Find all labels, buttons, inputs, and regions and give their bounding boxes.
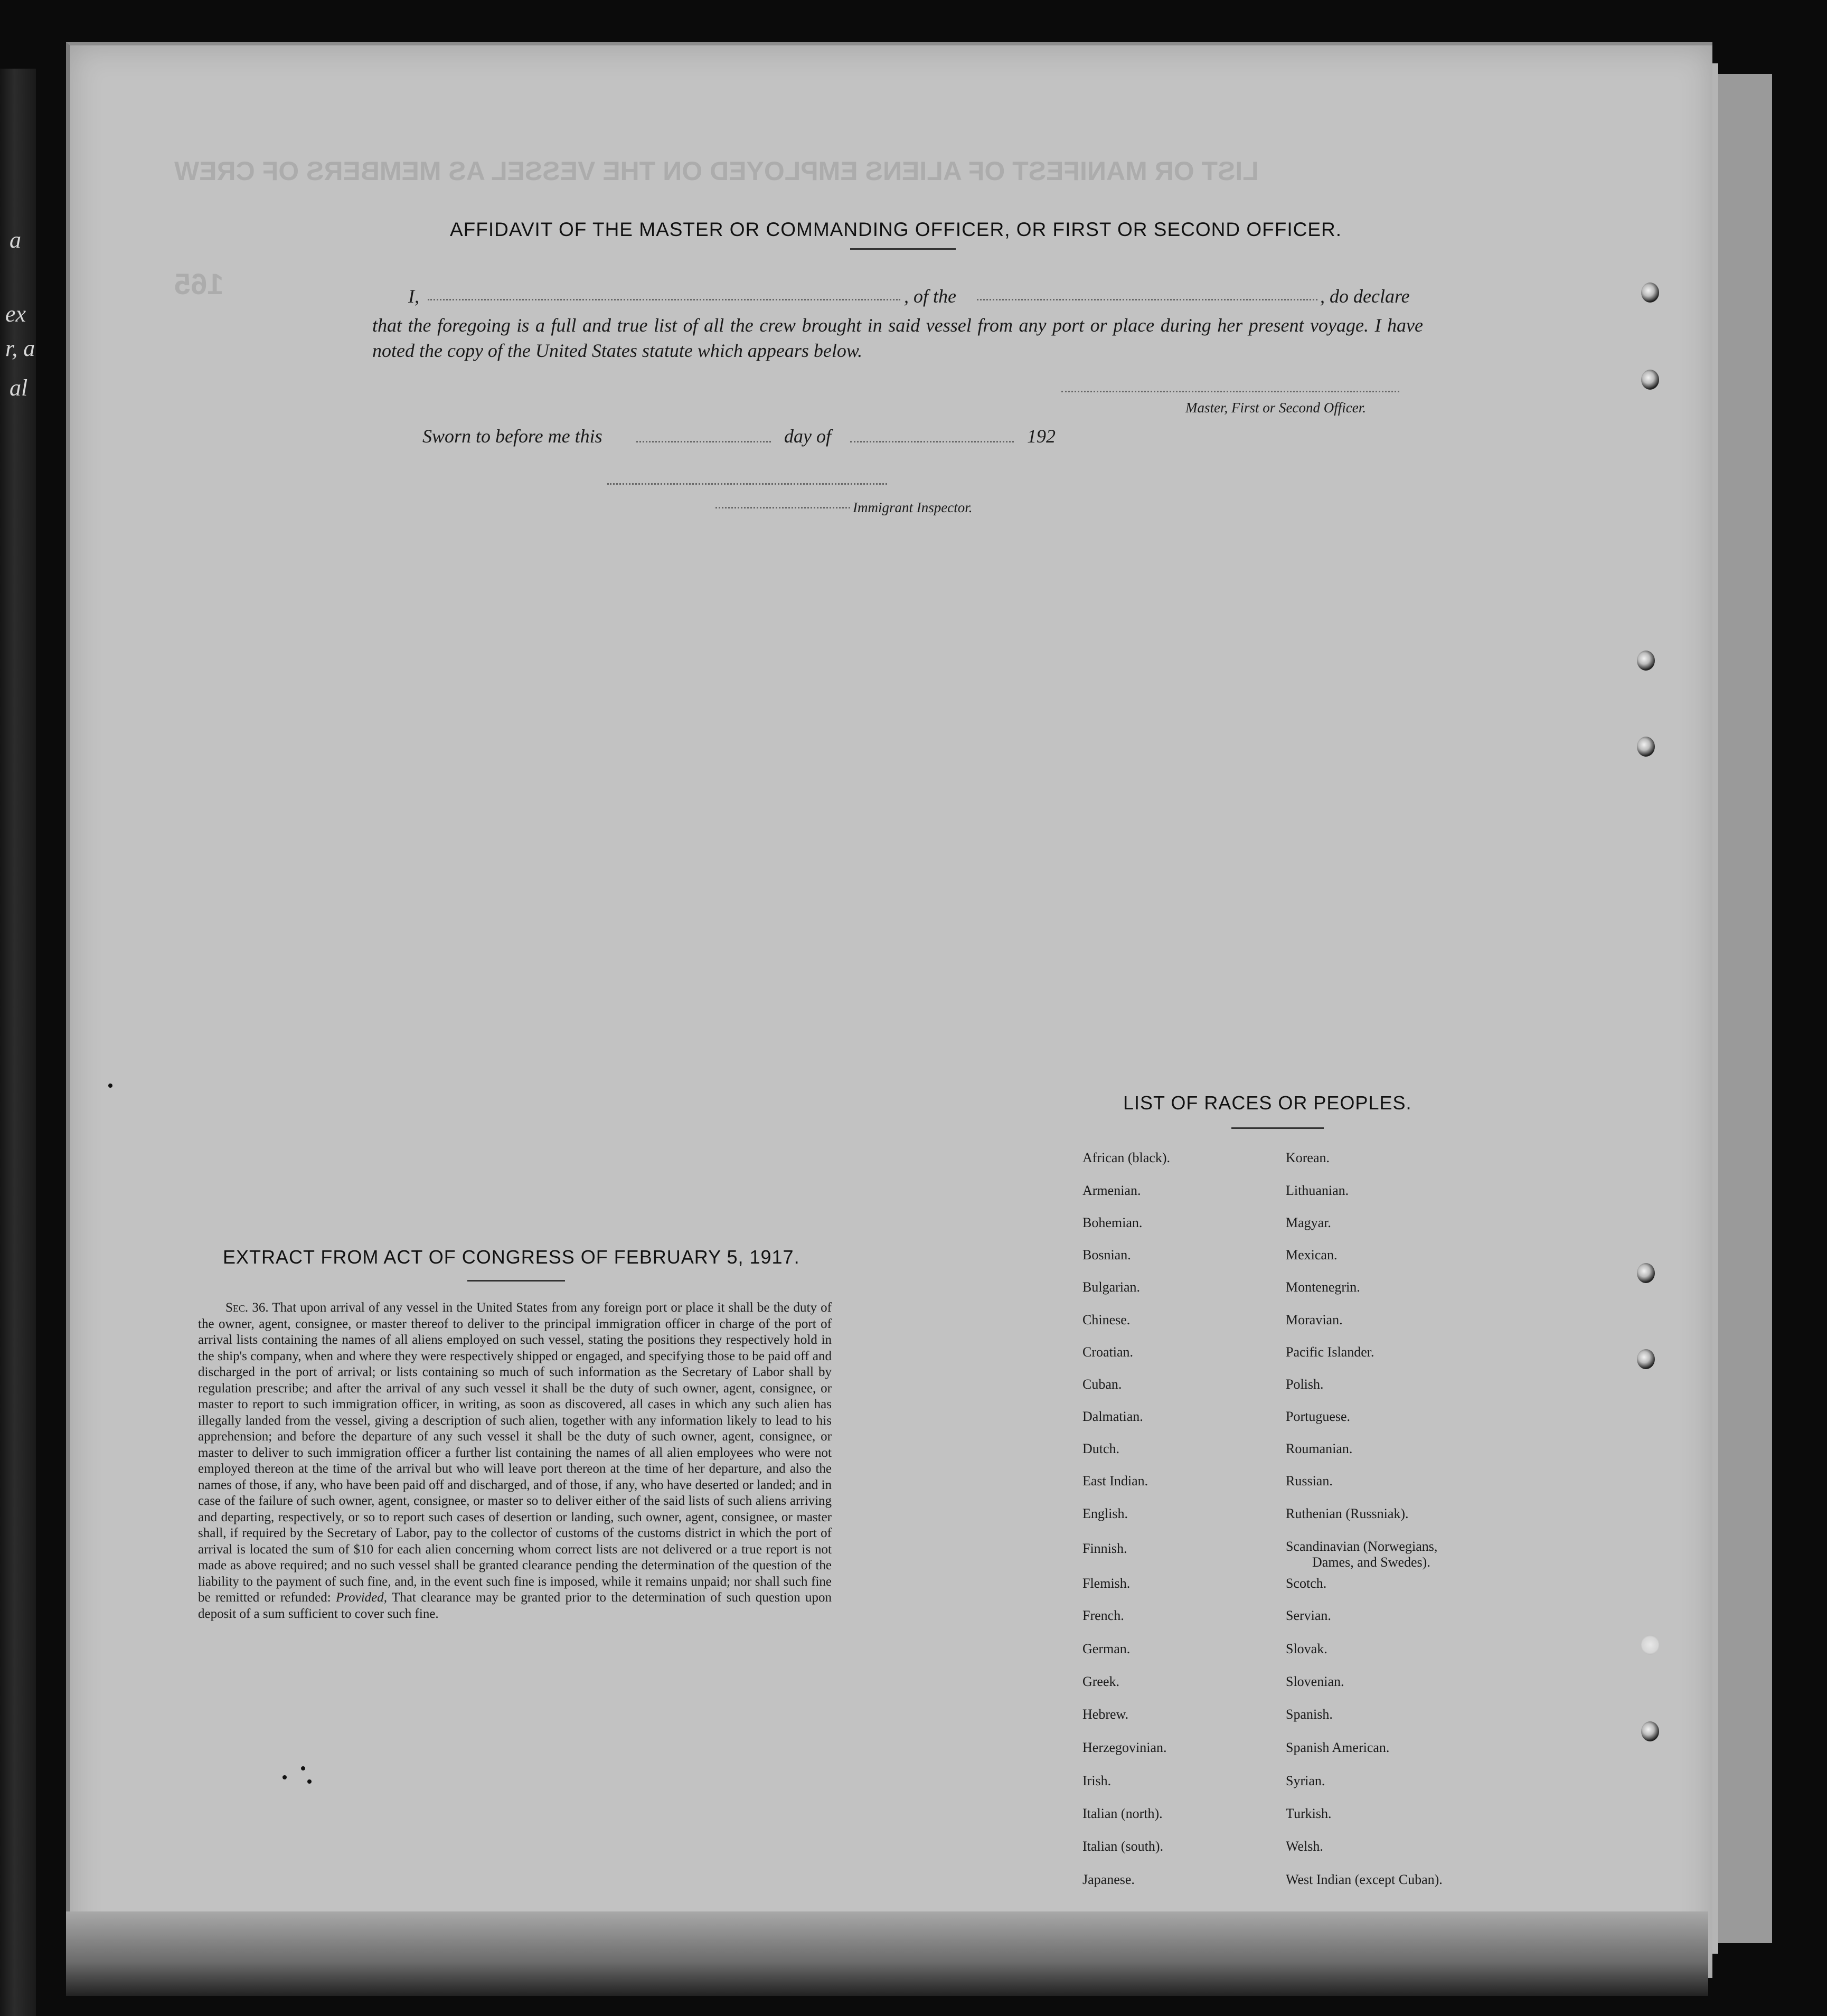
- race-item: Bulgarian.: [1082, 1279, 1141, 1295]
- race-item: Welsh.: [1286, 1839, 1323, 1854]
- edge-fragment: ex: [5, 301, 26, 327]
- race-item: Armenian.: [1082, 1183, 1141, 1198]
- race-item: German.: [1082, 1641, 1131, 1656]
- race-item: Dames, and Swedes).: [1312, 1555, 1430, 1570]
- binder-hole: [1641, 282, 1659, 303]
- race-item: Montenegrin.: [1286, 1279, 1360, 1295]
- ink-speck: [301, 1766, 305, 1770]
- race-item: English.: [1082, 1506, 1128, 1521]
- race-item: Japanese.: [1082, 1872, 1135, 1887]
- binder-hole: [1637, 1349, 1655, 1369]
- race-item: African (black).: [1082, 1150, 1171, 1165]
- sworn-text: Sworn to before me this: [422, 426, 602, 447]
- binder-hole: [1637, 737, 1655, 757]
- race-item: Pacific Islander.: [1286, 1344, 1374, 1360]
- race-item: East Indian.: [1082, 1473, 1148, 1489]
- affidavit-declare: , do declare: [1320, 286, 1410, 307]
- bleed-through-title: LIST OR MANIFEST OF ALIENS EMPLOYED ON THE VESSEL AS MEMBERS OF CREW: [174, 156, 1259, 186]
- page-bottom-edge: [66, 1911, 1708, 1996]
- race-item: Russian.: [1286, 1473, 1333, 1489]
- ink-speck: [108, 1084, 112, 1088]
- race-item: Spanish.: [1286, 1707, 1333, 1722]
- race-item: Servian.: [1286, 1608, 1331, 1623]
- race-item: West Indian (except Cuban).: [1286, 1872, 1443, 1887]
- binder-hole: [1641, 1721, 1659, 1741]
- race-item: Bosnian.: [1082, 1247, 1131, 1263]
- race-item: French.: [1082, 1608, 1124, 1623]
- race-item: Scotch.: [1286, 1576, 1327, 1591]
- heading-rule: [850, 248, 956, 250]
- edge-fragment: a: [10, 227, 21, 253]
- race-item: Portuguese.: [1286, 1409, 1351, 1424]
- race-item: Chinese.: [1082, 1312, 1131, 1327]
- bleed-through-number: 165: [174, 267, 224, 300]
- section-number: Sec. 36.: [225, 1301, 269, 1315]
- inspector-label: Immigrant Inspector.: [853, 500, 973, 515]
- race-item: Polish.: [1286, 1377, 1324, 1392]
- race-item: Mexican.: [1286, 1247, 1338, 1263]
- race-item: Irish.: [1082, 1773, 1112, 1788]
- year-text: 192: [1027, 426, 1056, 447]
- race-item: Croatian.: [1082, 1344, 1134, 1360]
- inspector-signature-blank[interactable]: [715, 507, 850, 508]
- affidavit-heading: AFFIDAVIT OF THE MASTER OR COMMANDING OFFICER, OR FIRST OR SECOND OFFICER.: [450, 219, 1342, 240]
- race-item: Dutch.: [1082, 1441, 1120, 1456]
- race-item: Turkish.: [1286, 1806, 1332, 1821]
- affidavit-i: I,: [408, 286, 419, 307]
- binder-hole: [1637, 1263, 1655, 1283]
- race-item: Hebrew.: [1082, 1707, 1129, 1722]
- race-item: Cuban.: [1082, 1377, 1122, 1392]
- races-heading: LIST OF RACES OR PEOPLES.: [1123, 1092, 1412, 1114]
- affidavit-body: that the foregoing is a full and true list of all the crew brought in said vessel from any port or place during her present voyage. I have noted the copy of the United States statute which appears below.: [372, 315, 1423, 361]
- proviso-word: Provided,: [336, 1590, 387, 1605]
- proviso-text: That clearance may be granted prior to the determination of such question upon deposit of a sum sufficient to cover such fine.: [198, 1590, 832, 1621]
- master-name-blank[interactable]: [428, 299, 900, 300]
- ink-speck: [282, 1775, 287, 1779]
- extract-heading: EXTRACT FROM ACT OF CONGRESS OF FEBRUARY 5, 1917.: [223, 1246, 800, 1268]
- officer-signature-blank[interactable]: [1061, 391, 1399, 392]
- races-rule: [1231, 1127, 1324, 1129]
- race-item: Slovenian.: [1286, 1674, 1344, 1689]
- race-item: Scandinavian (Norwegians,: [1286, 1539, 1438, 1554]
- edge-fragment: r, a: [5, 335, 35, 361]
- day-of-text: day of: [784, 426, 831, 447]
- binder-hole: [1641, 370, 1659, 390]
- race-item: Slovak.: [1286, 1641, 1327, 1656]
- race-item: Flemish.: [1082, 1576, 1131, 1591]
- affidavit-of-the: , of the: [904, 286, 956, 307]
- race-item: Ruthenian (Russniak).: [1286, 1506, 1409, 1521]
- inspector-line: [607, 483, 887, 485]
- race-item: Finnish.: [1082, 1541, 1127, 1556]
- race-item: Moravian.: [1286, 1312, 1343, 1327]
- sworn-month-blank[interactable]: [850, 441, 1014, 442]
- binder-hole: [1637, 651, 1655, 671]
- extract-rule: [467, 1280, 565, 1282]
- race-item: Korean.: [1286, 1150, 1330, 1165]
- extract-paragraph: [198, 1300, 832, 1622]
- binder-hole: [1641, 1635, 1659, 1655]
- race-item: Roumanian.: [1286, 1441, 1353, 1456]
- race-item: Lithuanian.: [1286, 1183, 1349, 1198]
- race-item: Herzegovinian.: [1082, 1740, 1167, 1755]
- race-item: Magyar.: [1286, 1215, 1331, 1230]
- vessel-name-blank[interactable]: [977, 299, 1317, 300]
- ink-speck: [307, 1779, 312, 1784]
- extract-text: That upon arrival of any vessel in the United States from any foreign port or place it shall be the duty of the owner, agent, consignee, or master thereof to deliver to the principal immigration officer in charge of the port of arrival lists containing the names of all aliens employed on such vessel, stating the positions they respectively hold in the ship's company, when and where they were respectively shipped or engaged, and specifying those to be paid off and discharged in the port of arrival; or lists containing so much of such information as the Secretary of Labor shall by regulation prescribe; and after the arrival of any such vessel it shall be the duty of such owner, agent, consignee, or master to report to such immigration officer, in writing, as soon as discovered, all cases in which any such alien has illegally landed from the vessel, giving a description of such alien, together with any information likely to lead to his apprehension; and before the departure of any such vessel it shall be the duty of such owner, agent, consignee, or master to deliver to such immigration officer a further list containing the names of all alien employees who were not employed thereon at the time of the arrival but who will leave port thereon at the time of her departure, and also the names of those, if any, who have been paid off and discharged, and of those, if any, who have deserted or landed; and in case of the failure of such owner, agent, consignee, or master so to deliver either of the said lists of such aliens arriving and departing, respectively, or so to report such cases of desertion or landing, such owner, agent, consignee, or master shall, if required by the Secretary of Labor, pay to the collector of customs of the customs district in which the port of arrival is located the sum of $10 for each alien concerning whom correct lists are not delivered or a true report is not made as above required; and no such vessel shall be granted clearance pending the determination of the question of the liability to the payment of such fine, and, in the event such fine is imposed, while it remains unpaid; nor shall such fine be remitted or refunded:: [198, 1301, 832, 1605]
- race-item: Greek.: [1082, 1674, 1120, 1689]
- race-item: Italian (south).: [1082, 1839, 1164, 1854]
- race-item: Italian (north).: [1082, 1806, 1163, 1821]
- master-label: Master, First or Second Officer.: [1185, 400, 1366, 416]
- race-item: Bohemian.: [1082, 1215, 1143, 1230]
- race-item: Syrian.: [1286, 1773, 1325, 1788]
- race-item: Spanish American.: [1286, 1740, 1390, 1755]
- race-item: Dalmatian.: [1082, 1409, 1143, 1424]
- edge-fragment: al: [10, 375, 28, 401]
- sworn-day-blank[interactable]: [636, 441, 771, 442]
